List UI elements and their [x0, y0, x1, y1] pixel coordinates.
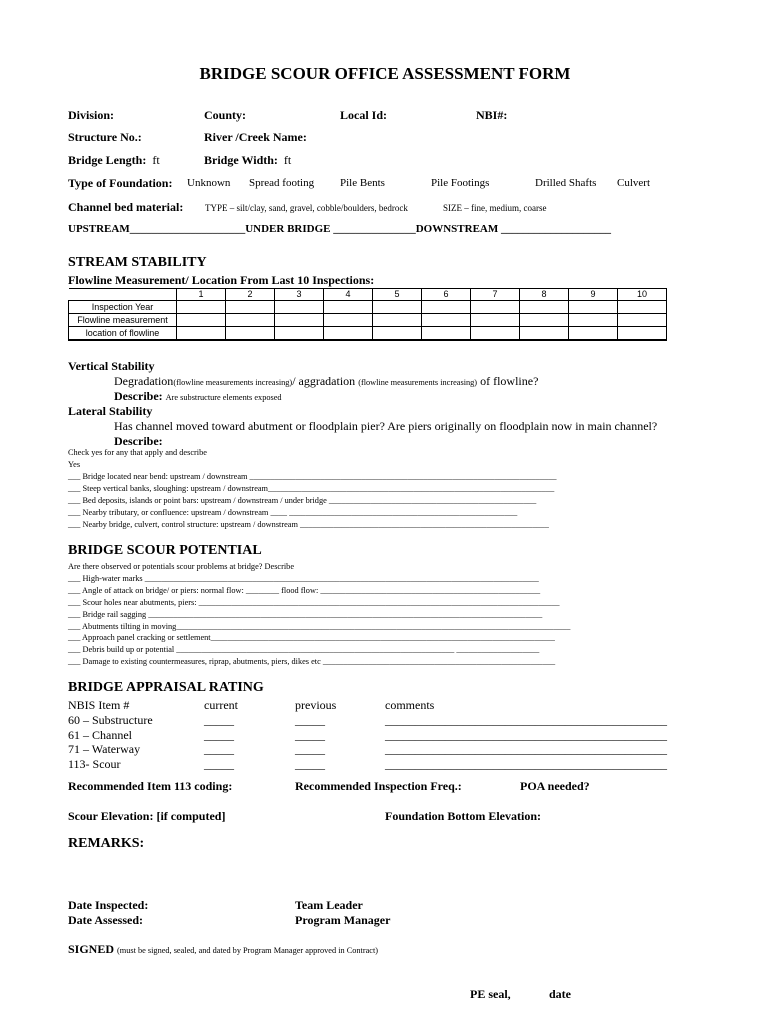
vertical-stability-heading: Vertical Stability — [68, 359, 155, 373]
check-item-nearby-bridge[interactable]: ___ Nearby bridge, culvert, control structure: upstream / downstream ____________________________________________________________ — [68, 520, 549, 529]
recommended-item113: Recommended Item 113 coding: — [68, 779, 233, 793]
current-blank[interactable]: _____ — [204, 742, 234, 756]
lateral-stability-question: Has channel moved toward abutment or floodplain pier? Are piers originally on floodplain now in main channel? — [114, 419, 658, 433]
current-blank[interactable]: _____ — [204, 728, 234, 742]
table-cell[interactable] — [569, 327, 618, 341]
describe-note: Are substructure elements exposed — [165, 393, 282, 402]
scour-item-scour-holes[interactable]: ___ Scour holes near abutments, piers: _______________________________________________________________________________________ — [68, 598, 560, 607]
check-item-bed-deposits[interactable]: ___ Bed deposits, islands or point bars: upstream / downstream / under bridge __________________________________________________ — [68, 496, 537, 505]
form-title: BRIDGE SCOUR OFFICE ASSESSMENT FORM — [199, 64, 571, 83]
foundation-option-culvert: Culvert — [617, 177, 650, 189]
comments-blank[interactable]: _______________________________________________ — [385, 713, 667, 727]
bridge-length-unit: ft — [152, 153, 160, 167]
scour-potential-heading: BRIDGE SCOUR POTENTIAL — [68, 543, 262, 558]
check-item-steep-banks[interactable]: ___ Steep vertical banks, sloughing: upstream / downstream_____________________________________________________________________ — [68, 484, 555, 493]
appraisal-heading: BRIDGE APPRAISAL RATING — [68, 680, 264, 695]
table-cell[interactable] — [520, 327, 569, 341]
foundation-option-drilled-shafts: Drilled Shafts — [535, 177, 597, 189]
table-cell[interactable] — [471, 314, 520, 327]
scour-item-countermeasures[interactable]: ___ Damage to existing countermeasures, riprap, abutments, piers, dikes etc ________________________________________________________ — [68, 657, 556, 666]
appraisal-row-scour: 113- Scour — [68, 757, 121, 771]
scour-question: Are there observed or potentials scour problems at bridge? Describe — [68, 562, 295, 571]
table-cell[interactable] — [373, 301, 422, 314]
table-cell[interactable] — [520, 301, 569, 314]
scour-item-abutments-tilting[interactable]: ___ Abutments tilting in moving_______________________________________________________________________________________________ — [68, 622, 571, 631]
table-cell[interactable] — [422, 301, 471, 314]
current-header: current — [204, 698, 238, 712]
remarks-heading: REMARKS: — [68, 836, 145, 851]
column-header: 8 — [520, 289, 569, 301]
column-header: 10 — [618, 289, 667, 301]
appraisal-row-channel: 61 – Channel — [68, 728, 132, 742]
current-blank[interactable]: _____ — [204, 757, 234, 771]
table-cell[interactable] — [275, 301, 324, 314]
appraisal-row-substructure: 60 – Substructure — [68, 713, 153, 727]
aggradation-text: / aggradation — [292, 374, 359, 388]
foundation-option-unknown: Unknown — [187, 177, 231, 189]
vertical-stability-question — [114, 374, 538, 389]
table-cell[interactable] — [618, 327, 667, 341]
column-header: 3 — [275, 289, 324, 301]
table-cell[interactable] — [177, 314, 226, 327]
table-cell[interactable] — [422, 327, 471, 341]
recommended-inspection-freq: Recommended Inspection Freq.: — [295, 779, 462, 793]
table-cell[interactable] — [324, 301, 373, 314]
table-cell[interactable] — [177, 327, 226, 341]
aggradation-note: (flowline measurements increasing) — [358, 378, 478, 387]
lateral-describe-label: Describe: — [114, 434, 163, 448]
bridge-width-field — [204, 153, 291, 168]
previous-blank[interactable]: _____ — [295, 742, 325, 756]
nbis-item-header: NBIS Item # — [68, 698, 130, 712]
signed-line — [68, 942, 378, 957]
foundation-option-pile-bents: Pile Bents — [340, 177, 385, 189]
lateral-stability-heading: Lateral Stability — [68, 404, 153, 418]
table-row — [69, 301, 667, 314]
describe-label: Describe: — [114, 389, 163, 403]
degradation-text: Degradation — [114, 374, 174, 388]
channel-bed-size: SIZE – fine, medium, coarse — [443, 203, 547, 213]
table-row — [69, 327, 667, 341]
column-header: 2 — [226, 289, 275, 301]
previous-blank[interactable]: _____ — [295, 728, 325, 742]
table-cell[interactable] — [569, 301, 618, 314]
signed-label: SIGNED — [68, 942, 115, 956]
table-cell[interactable] — [618, 314, 667, 327]
vertical-describe-line — [114, 389, 282, 404]
program-manager: Program Manager — [295, 913, 391, 927]
channel-bed-type: TYPE – silt/clay, sand, gravel, cobble/boulders, bedrock — [205, 203, 408, 213]
table-cell[interactable] — [226, 327, 275, 341]
column-header: 9 — [569, 289, 618, 301]
river-creek-label: River /Creek Name: — [204, 130, 307, 144]
table-cell[interactable] — [324, 314, 373, 327]
check-instruction: Check yes for any that apply and describe — [68, 448, 207, 457]
column-header: 5 — [373, 289, 422, 301]
date-inspected: Date Inspected: — [68, 898, 149, 912]
previous-blank[interactable]: _____ — [295, 713, 325, 727]
bridge-length-field — [68, 153, 160, 168]
county-label: County: — [204, 108, 247, 122]
stream-stability-heading: STREAM STABILITY — [68, 255, 207, 270]
appraisal-row-waterway: 71 – Waterway — [68, 742, 141, 756]
previous-blank[interactable]: _____ — [295, 757, 325, 771]
foundation-label: Type of Foundation: — [68, 176, 173, 190]
team-leader: Team Leader — [295, 898, 363, 912]
column-header: 6 — [422, 289, 471, 301]
row-label-location-of-flowline: location of flowline — [69, 327, 177, 341]
table-cell[interactable] — [422, 314, 471, 327]
upstream-under-downstream-line: UPSTREAM_____________________UNDER BRIDGE _______________DOWNSTREAM ____________________ — [68, 223, 611, 235]
division-label: Division: — [68, 108, 115, 122]
date-label: date — [549, 987, 571, 1001]
local-id-label: Local Id: — [340, 108, 388, 122]
foundation-option-pile-footings: Pile Footings — [431, 177, 490, 189]
row-label-inspection-year: Inspection Year — [69, 301, 177, 314]
table-cell[interactable] — [373, 314, 422, 327]
pe-seal-label: PE seal, — [470, 987, 511, 1001]
check-item-tributary[interactable]: ___ Nearby tributary, or confluence: upstream / downstream ____ _______________________________________________________ — [68, 508, 518, 517]
table-cell[interactable] — [569, 314, 618, 327]
table-cell[interactable] — [275, 327, 324, 341]
table-cell[interactable] — [520, 314, 569, 327]
signed-note: (must be signed, sealed, and dated by Program Manager approved in Contract) — [117, 946, 379, 955]
previous-header: previous — [295, 698, 337, 712]
table-cell[interactable] — [324, 327, 373, 341]
flowline-heading: Flowline Measurement/ Location From Last 10 Inspections: — [68, 273, 375, 287]
comments-header: comments — [385, 698, 435, 712]
table-cell[interactable] — [618, 301, 667, 314]
current-blank[interactable]: _____ — [204, 713, 234, 727]
column-header: 7 — [471, 289, 520, 301]
table-cell[interactable] — [177, 301, 226, 314]
comments-blank[interactable]: _______________________________________________ — [385, 757, 667, 771]
flowline-table — [68, 288, 667, 341]
scour-item-approach-panel[interactable]: ___ Approach panel cracking or settlement___________________________________________________________________________________ — [68, 633, 555, 642]
bridge-width-unit: ft — [283, 153, 292, 167]
foundation-bottom-elevation: Foundation Bottom Elevation: — [385, 809, 542, 823]
column-header: 1 — [177, 289, 226, 301]
scour-item-angle-of-attack[interactable]: ___ Angle of attack on bridge/ or piers: normal flow: ________ flood flow: _____________________________________________________ — [68, 586, 541, 595]
row-label-flowline-measurement: Flowline measurement — [69, 314, 177, 327]
table-cell[interactable] — [471, 327, 520, 341]
flowline-corner-cell — [69, 289, 177, 301]
comments-blank[interactable]: _______________________________________________ — [385, 728, 667, 742]
table-cell[interactable] — [471, 301, 520, 314]
bridge-length-label: Bridge Length: — [68, 153, 147, 167]
channel-bed-label: Channel bed material: — [68, 200, 184, 214]
scour-item-debris[interactable]: ___ Debris build up or potential ___________________________________________________________________ ____________________ — [68, 645, 540, 654]
scour-elevation: Scour Elevation: [if computed] — [68, 809, 226, 823]
degradation-note: (flowline measurements increasing) — [173, 378, 293, 387]
table-cell[interactable] — [226, 301, 275, 314]
yes-label: Yes — [68, 460, 81, 469]
table-cell[interactable] — [275, 314, 324, 327]
check-item-bend[interactable]: ___ Bridge located near bend: upstream / downstream __________________________________________________________________________ — [68, 472, 557, 481]
table-cell[interactable] — [226, 314, 275, 327]
bridge-width-label: Bridge Width: — [204, 153, 278, 167]
poa-needed: POA needed? — [520, 779, 590, 793]
flowline-table-header — [69, 289, 667, 301]
structure-no-label: Structure No.: — [68, 130, 142, 144]
of-flowline-text: of flowline? — [477, 374, 539, 388]
foundation-option-spread-footing: Spread footing — [249, 177, 315, 189]
date-assessed: Date Assessed: — [68, 913, 143, 927]
table-cell[interactable] — [373, 327, 422, 341]
table-row — [69, 314, 667, 327]
scour-item-rail-sagging[interactable]: ___ Bridge rail sagging _______________________________________________________________________________________________ — [68, 610, 543, 619]
nbi-label: NBI#: — [476, 108, 508, 122]
column-header: 4 — [324, 289, 373, 301]
comments-blank[interactable]: _______________________________________________ — [385, 742, 667, 756]
scour-item-high-water[interactable]: ___ High-water marks _______________________________________________________________________________________________ — [68, 574, 539, 583]
